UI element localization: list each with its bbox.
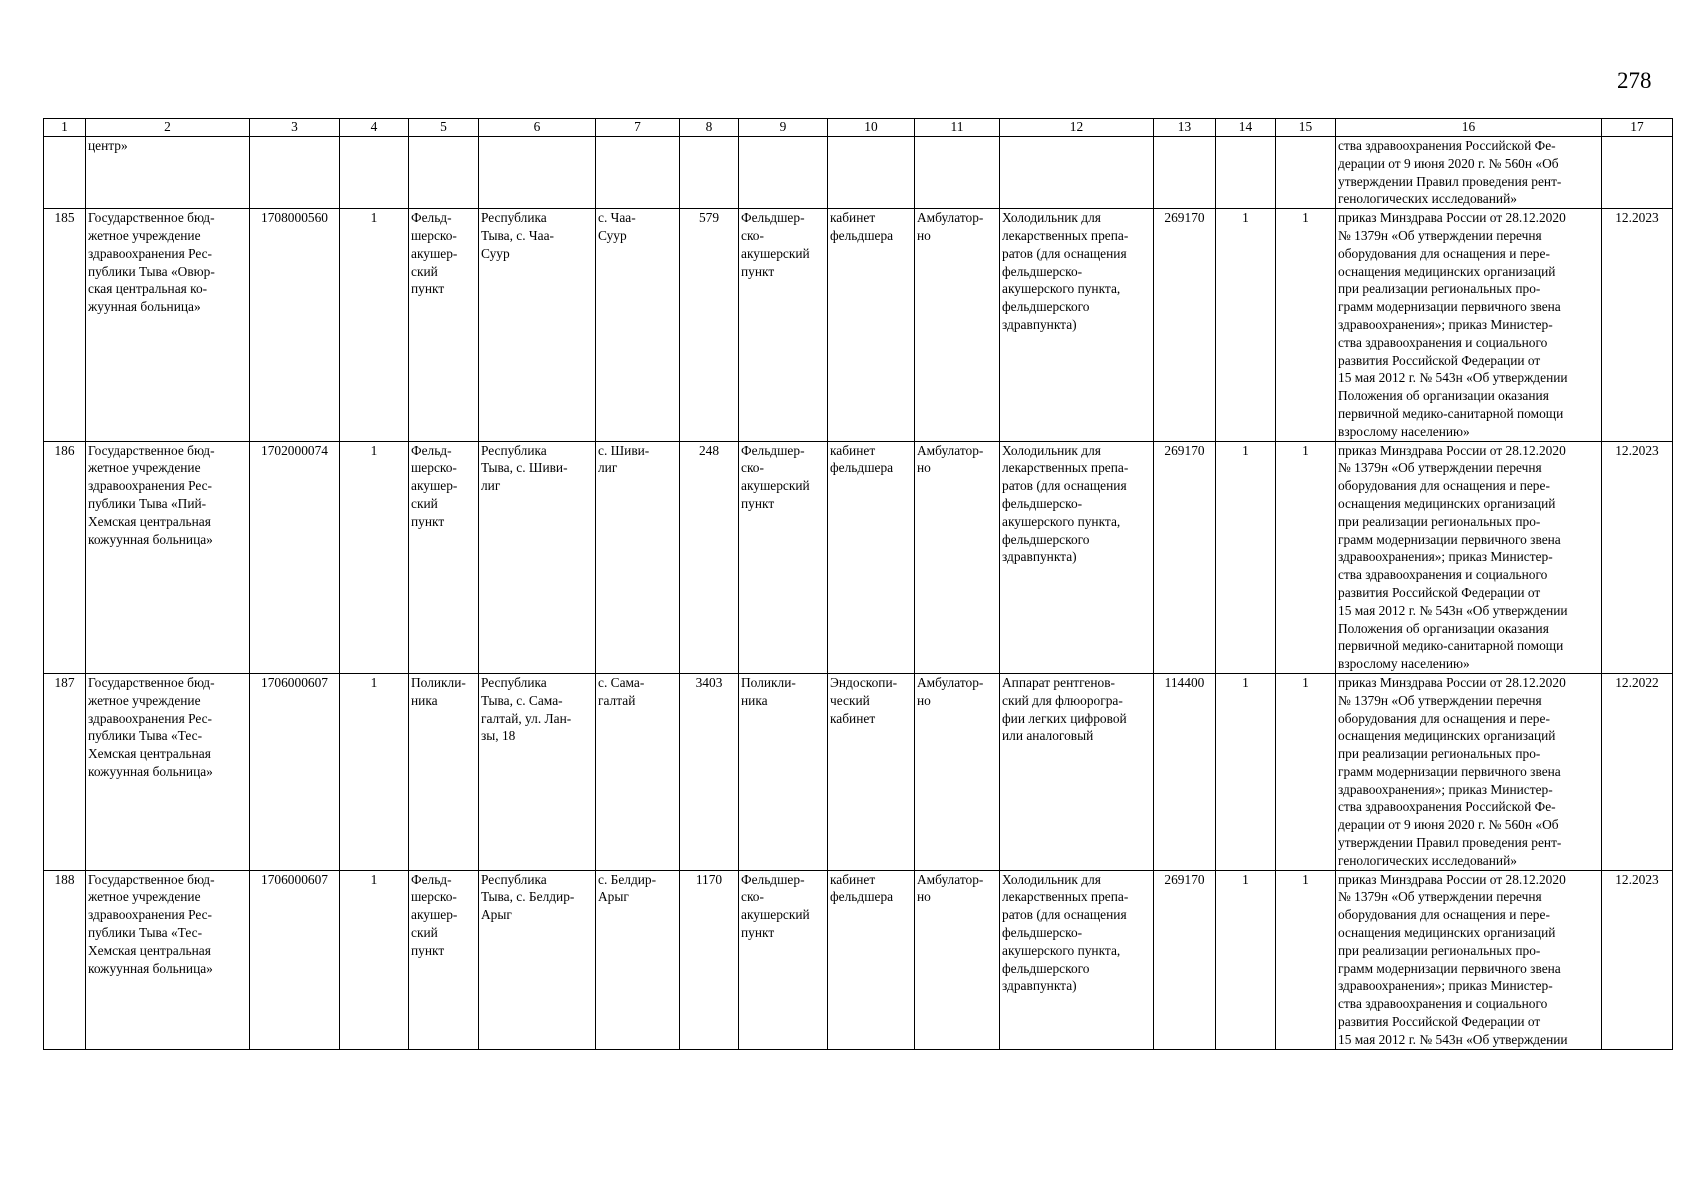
cell-care-form: Амбулатор- но	[915, 209, 1000, 441]
cell-settlement: с. Белдир- Арыг	[596, 870, 680, 1049]
cell-unit-type: Фельд- шерско- акушер- ский пункт	[409, 209, 479, 441]
cell-legal-basis: приказ Минздрава России от 28.12.2020 № 1379н «Об утверждении перечня оборудования для оснащения и пере- оснащения медицинских организаций при реализации региональных про- грамм модернизации первичного звена здравоохранения»; приказ Министер- ства здравоохранения и социального развития Российской Федерации от 15 мая 2012 г. № 543н «Об утверждении Положения об организации оказания первичной медико-санитарной помощи взрослому населению»	[1336, 209, 1602, 441]
cell-empty	[409, 137, 479, 209]
cell-population: 1170	[680, 870, 739, 1049]
cell-settlement: с. Чаа- Суур	[596, 209, 680, 441]
cell-date: 12.2023	[1602, 441, 1673, 673]
cell-equipment: Холодильник для лекарственных препа- ратов (для оснащения фельдшерско- акушерского пункта, фельдшерского здравпункта)	[1000, 870, 1154, 1049]
cell-subdivision: Фельдшер- ско- акушерский пункт	[739, 209, 828, 441]
column-number: 10	[828, 119, 915, 137]
cell-code: 1702000074	[250, 441, 340, 673]
cell-room: кабинет фельдшера	[828, 209, 915, 441]
cell-col14: 1	[1216, 673, 1276, 870]
cell-legal-basis: ства здравоохранения Российской Фе- дерации от 9 июня 2020 г. № 560н «Об утверждении Правил проведения рент- генологических исследований»	[1336, 137, 1602, 209]
cell-empty	[479, 137, 596, 209]
cell-care-form: Амбулатор- но	[915, 870, 1000, 1049]
column-number: 1	[44, 119, 86, 137]
column-number-row	[44, 119, 1673, 137]
cell-price: 269170	[1154, 209, 1216, 441]
cell-col14: 1	[1216, 209, 1276, 441]
cell-col15: 1	[1276, 441, 1336, 673]
cell-empty	[340, 137, 409, 209]
cell-col14: 1	[1216, 441, 1276, 673]
column-number: 3	[250, 119, 340, 137]
cell-settlement: с. Сама- галтай	[596, 673, 680, 870]
cell-equipment: Холодильник для лекарственных препа- ратов (для оснащения фельдшерско- акушерского пункта, фельдшерского здравпункта)	[1000, 209, 1154, 441]
cell-empty	[1216, 137, 1276, 209]
table-row	[44, 209, 1673, 441]
cell-col14: 1	[1216, 870, 1276, 1049]
cell-care-form: Амбулатор- но	[915, 673, 1000, 870]
table-row	[44, 441, 1673, 673]
cell-organization: Государственное бюд- жетное учреждение здравоохранения Рес- публики Тыва «Пий- Хемская центральная кожуунная больница»	[86, 441, 250, 673]
cell-empty	[1000, 137, 1154, 209]
column-number: 16	[1336, 119, 1602, 137]
cell-room: Эндоскопи- ческий кабинет	[828, 673, 915, 870]
cell-legal-basis: приказ Минздрава России от 28.12.2020 № 1379н «Об утверждении перечня оборудования для оснащения и пере- оснащения медицинских организаций при реализации региональных про- грамм модернизации первичного звена здравоохранения»; приказ Министер- ства здравоохранения и социального развития Российской Федерации от 15 мая 2012 г. № 543н «Об утверждении Положения об организации оказания первичной медико-санитарной помощи взрослому населению»	[1336, 441, 1602, 673]
cell-date: 12.2022	[1602, 673, 1673, 870]
cell-empty	[1154, 137, 1216, 209]
cell-row-number: 185	[44, 209, 86, 441]
cell-organization: Государственное бюд- жетное учреждение здравоохранения Рес- публики Тыва «Тес- Хемская центральная кожуунная больница»	[86, 673, 250, 870]
cell-empty	[915, 137, 1000, 209]
cell-address: Республика Тыва, с. Белдир- Арыг	[479, 870, 596, 1049]
cell-code: 1706000607	[250, 870, 340, 1049]
cell-col15: 1	[1276, 870, 1336, 1049]
cell-empty	[596, 137, 680, 209]
cell-price: 269170	[1154, 441, 1216, 673]
column-number: 7	[596, 119, 680, 137]
cell-equipment: Аппарат рентгенов- ский для флюорогра- фии легких цифровой или аналоговый	[1000, 673, 1154, 870]
cell-room: кабинет фельдшера	[828, 441, 915, 673]
column-number: 11	[915, 119, 1000, 137]
cell-quantity: 1	[340, 673, 409, 870]
cell-quantity: 1	[340, 209, 409, 441]
cell-unit-type: Фельд- шерско- акушер- ский пункт	[409, 441, 479, 673]
cell-empty	[680, 137, 739, 209]
cell-care-form: Амбулатор- но	[915, 441, 1000, 673]
cell-organization: центр»	[86, 137, 250, 209]
column-number: 8	[680, 119, 739, 137]
column-number: 14	[1216, 119, 1276, 137]
cell-empty	[250, 137, 340, 209]
column-number: 13	[1154, 119, 1216, 137]
cell-col15: 1	[1276, 673, 1336, 870]
table-row	[44, 870, 1673, 1049]
column-number: 9	[739, 119, 828, 137]
cell-empty	[1276, 137, 1336, 209]
cell-date: 12.2023	[1602, 209, 1673, 441]
cell-row-number: 188	[44, 870, 86, 1049]
cell-empty	[739, 137, 828, 209]
cell-price: 269170	[1154, 870, 1216, 1049]
cell-price: 114400	[1154, 673, 1216, 870]
cell-subdivision: Фельдшер- ско- акушерский пункт	[739, 870, 828, 1049]
cell-row-number: 187	[44, 673, 86, 870]
cell-empty	[1602, 137, 1673, 209]
cell-population: 579	[680, 209, 739, 441]
table-row	[44, 673, 1673, 870]
cell-code: 1706000607	[250, 673, 340, 870]
cell-room: кабинет фельдшера	[828, 870, 915, 1049]
cell-empty	[44, 137, 86, 209]
cell-unit-type: Фельд- шерско- акушер- ский пункт	[409, 870, 479, 1049]
cell-subdivision: Поликли- ника	[739, 673, 828, 870]
cell-equipment: Холодильник для лекарственных препа- ратов (для оснащения фельдшерско- акушерского пункта, фельдшерского здравпункта)	[1000, 441, 1154, 673]
equipment-table	[43, 118, 1673, 1050]
cell-col15: 1	[1276, 209, 1336, 441]
column-number: 5	[409, 119, 479, 137]
cell-address: Республика Тыва, с. Чаа- Суур	[479, 209, 596, 441]
column-number: 2	[86, 119, 250, 137]
continuation-row	[44, 137, 1673, 209]
column-number: 17	[1602, 119, 1673, 137]
cell-code: 1708000560	[250, 209, 340, 441]
page-number: 278	[1617, 68, 1652, 93]
cell-address: Республика Тыва, с. Сама- галтай, ул. Лан- зы, 18	[479, 673, 596, 870]
cell-population: 248	[680, 441, 739, 673]
column-number: 15	[1276, 119, 1336, 137]
cell-organization: Государственное бюд- жетное учреждение здравоохранения Рес- публики Тыва «Овюр- ская центральная ко- жуунная больница»	[86, 209, 250, 441]
column-number: 6	[479, 119, 596, 137]
cell-date: 12.2023	[1602, 870, 1673, 1049]
cell-quantity: 1	[340, 870, 409, 1049]
cell-subdivision: Фельдшер- ско- акушерский пункт	[739, 441, 828, 673]
cell-empty	[828, 137, 915, 209]
cell-address: Республика Тыва, с. Шиви- лиг	[479, 441, 596, 673]
cell-unit-type: Поликли- ника	[409, 673, 479, 870]
cell-quantity: 1	[340, 441, 409, 673]
column-number: 12	[1000, 119, 1154, 137]
cell-row-number: 186	[44, 441, 86, 673]
cell-population: 3403	[680, 673, 739, 870]
column-number: 4	[340, 119, 409, 137]
cell-legal-basis: приказ Минздрава России от 28.12.2020 № 1379н «Об утверждении перечня оборудования для оснащения и пере- оснащения медицинских организаций при реализации региональных про- грамм модернизации первичного звена здравоохранения»; приказ Министер- ства здравоохранения и социального развития Российской Федерации от 15 мая 2012 г. № 543н «Об утверждении	[1336, 870, 1602, 1049]
cell-settlement: с. Шиви- лиг	[596, 441, 680, 673]
cell-legal-basis: приказ Минздрава России от 28.12.2020 № 1379н «Об утверждении перечня оборудования для оснащения и пере- оснащения медицинских организаций при реализации региональных про- грамм модернизации первичного звена здравоохранения»; приказ Министер- ства здравоохранения Российской Фе- дерации от 9 июня 2020 г. № 560н «Об утверждении Правил проведения рент- генологических исследований»	[1336, 673, 1602, 870]
cell-organization: Государственное бюд- жетное учреждение здравоохранения Рес- публики Тыва «Тес- Хемская центральная кожуунная больница»	[86, 870, 250, 1049]
